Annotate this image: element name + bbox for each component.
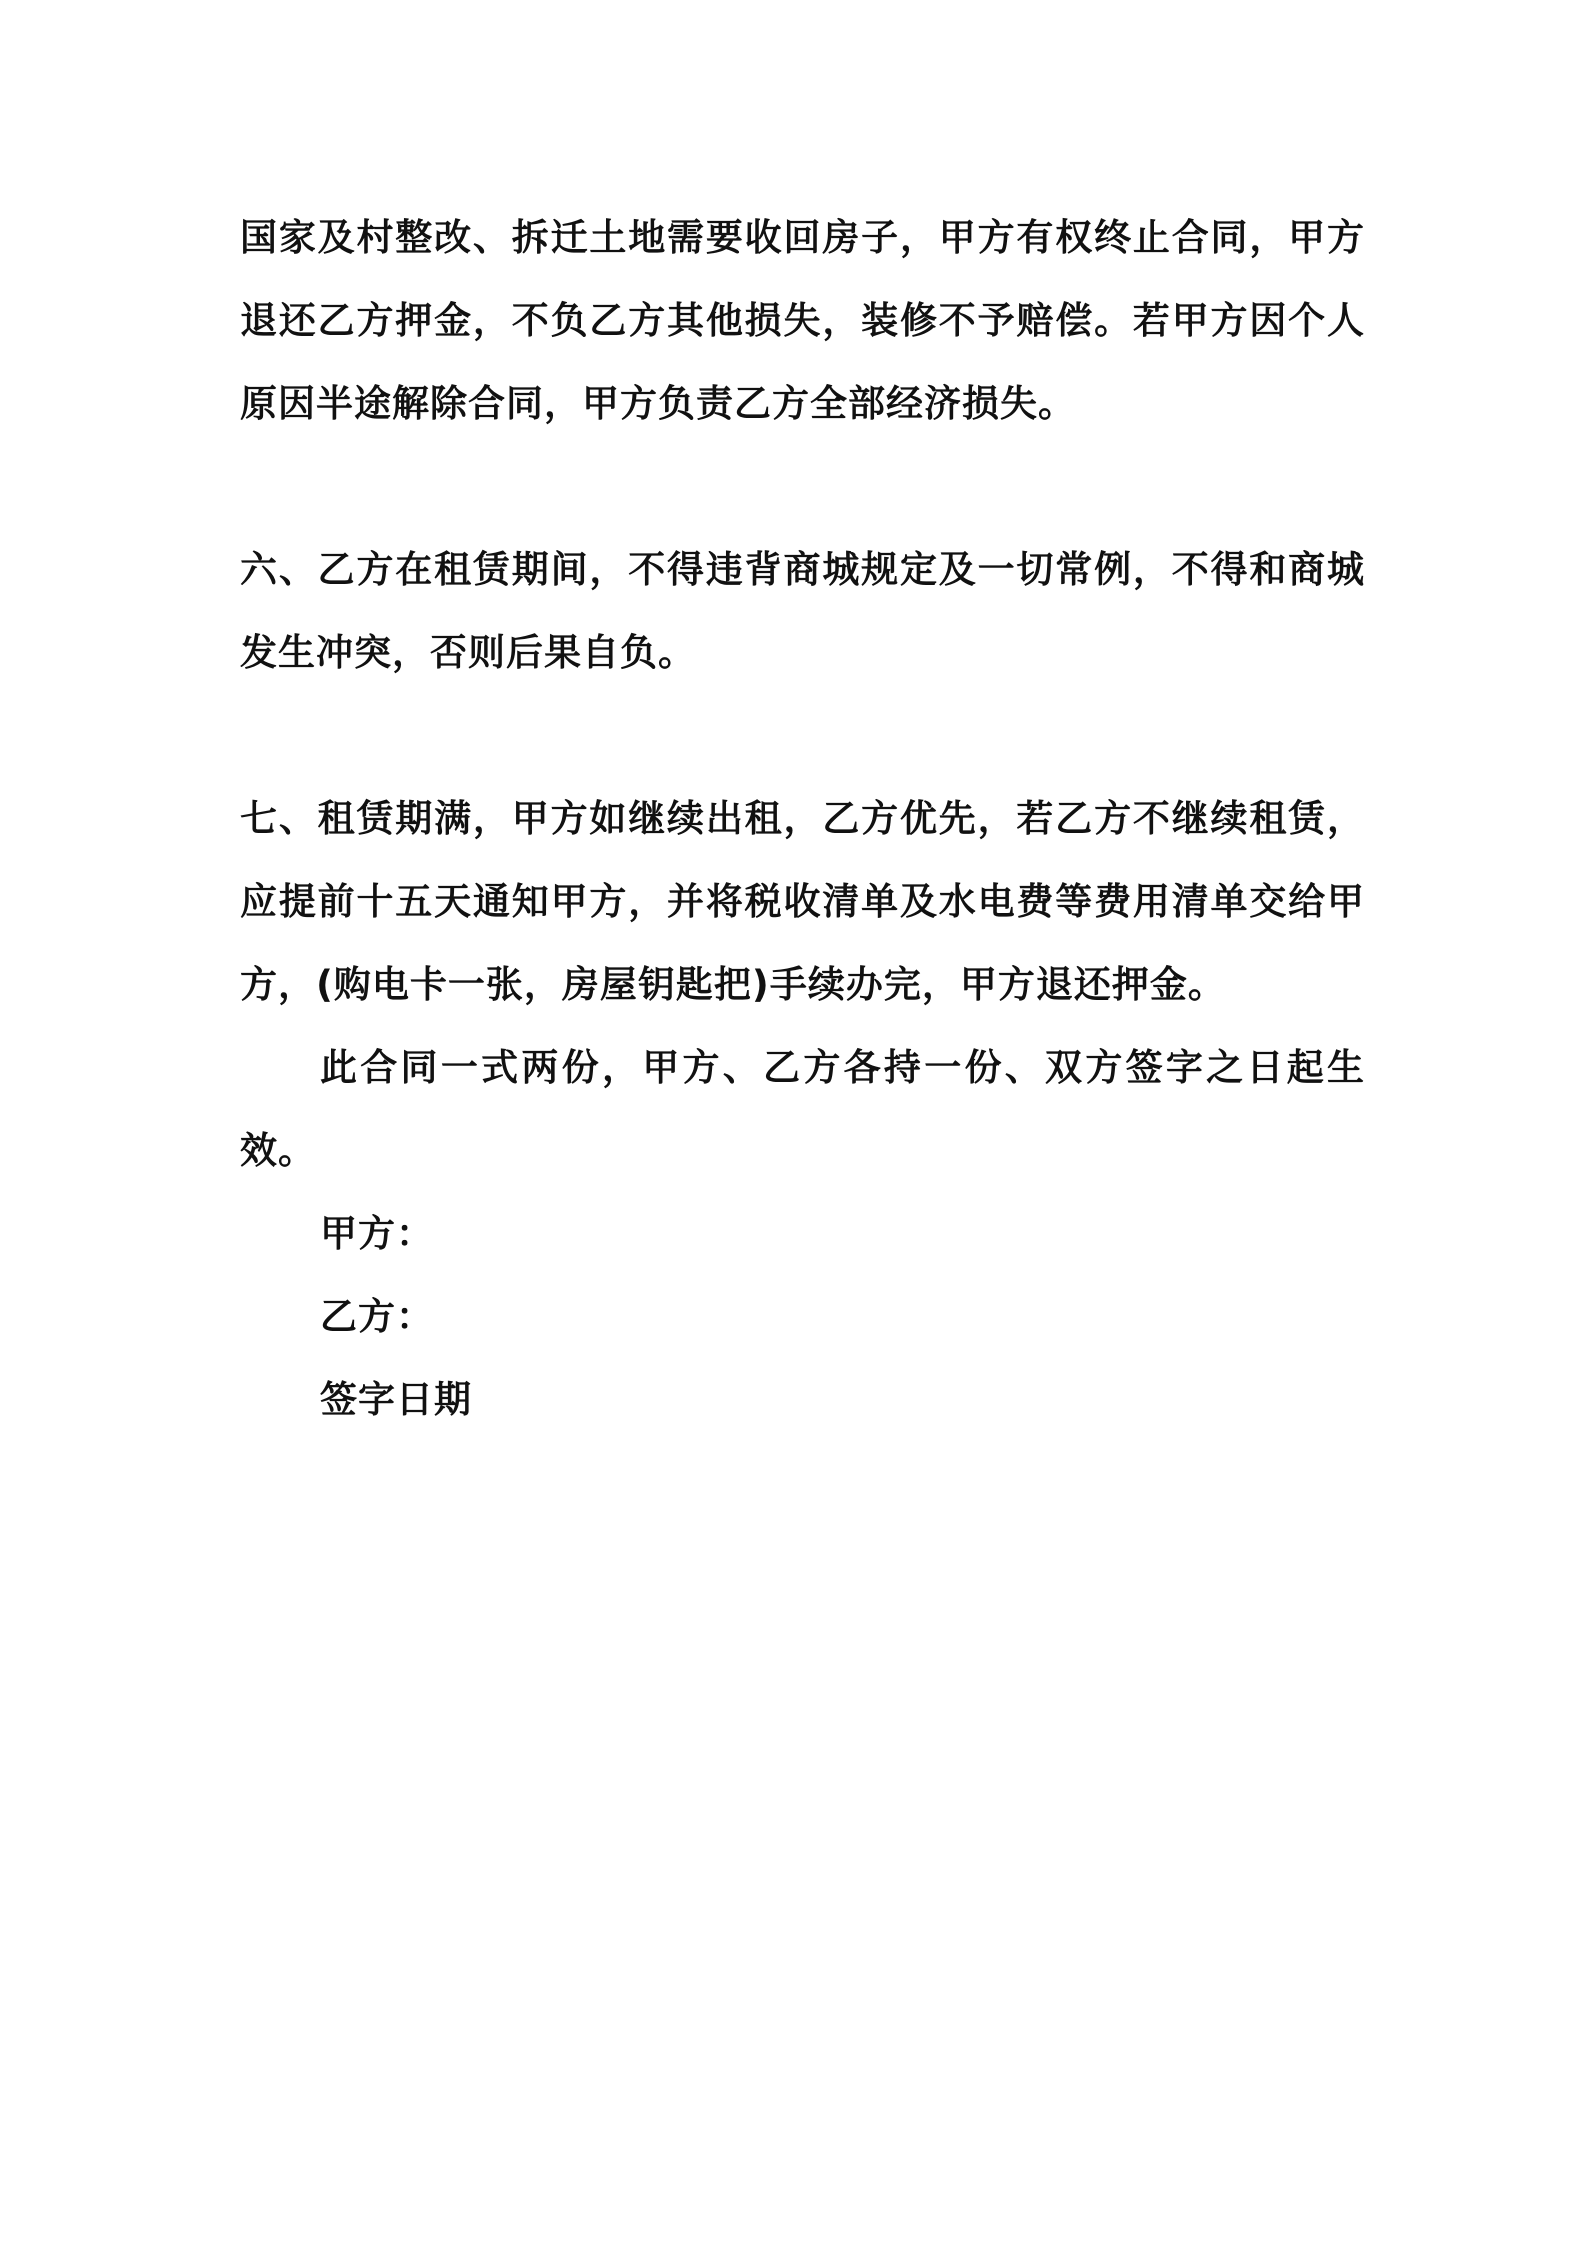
- signature-date: 签字日期: [320, 1378, 472, 1421]
- paragraph-clause-seven: 七、租赁期满，甲方如继续出租，乙方优先，若乙方不继续租赁，应提前十五天通知甲方，并将税收清单及水电费等费用清单交给甲方，(购电卡一张，房屋钥匙把)手续办完，甲方退还押金。: [240, 797, 1365, 1006]
- paragraph-spacer: [240, 445, 1365, 528]
- signature-party-b: 乙方：: [320, 1295, 434, 1338]
- paragraph-contract-copies: 此合同一式两份，甲方、乙方各持一份、双方签字之日起生效。: [240, 1046, 1365, 1172]
- signature-party-a: 甲方：: [320, 1212, 434, 1255]
- paragraph-termination-clause: 国家及村整改、拆迁土地需要收回房子，甲方有权终止合同，甲方退还乙方押金，不负乙方其他损失，装修不予赔偿。若甲方因个人原因半途解除合同，甲方负责乙方全部经济损失。: [240, 216, 1365, 425]
- paragraph-clause-six: 六、乙方在租赁期间，不得违背商城规定及一切常例，不得和商城发生冲突，否则后果自负。: [240, 548, 1365, 674]
- document-body: [240, 196, 1365, 1441]
- paragraph-spacer: [240, 694, 1365, 777]
